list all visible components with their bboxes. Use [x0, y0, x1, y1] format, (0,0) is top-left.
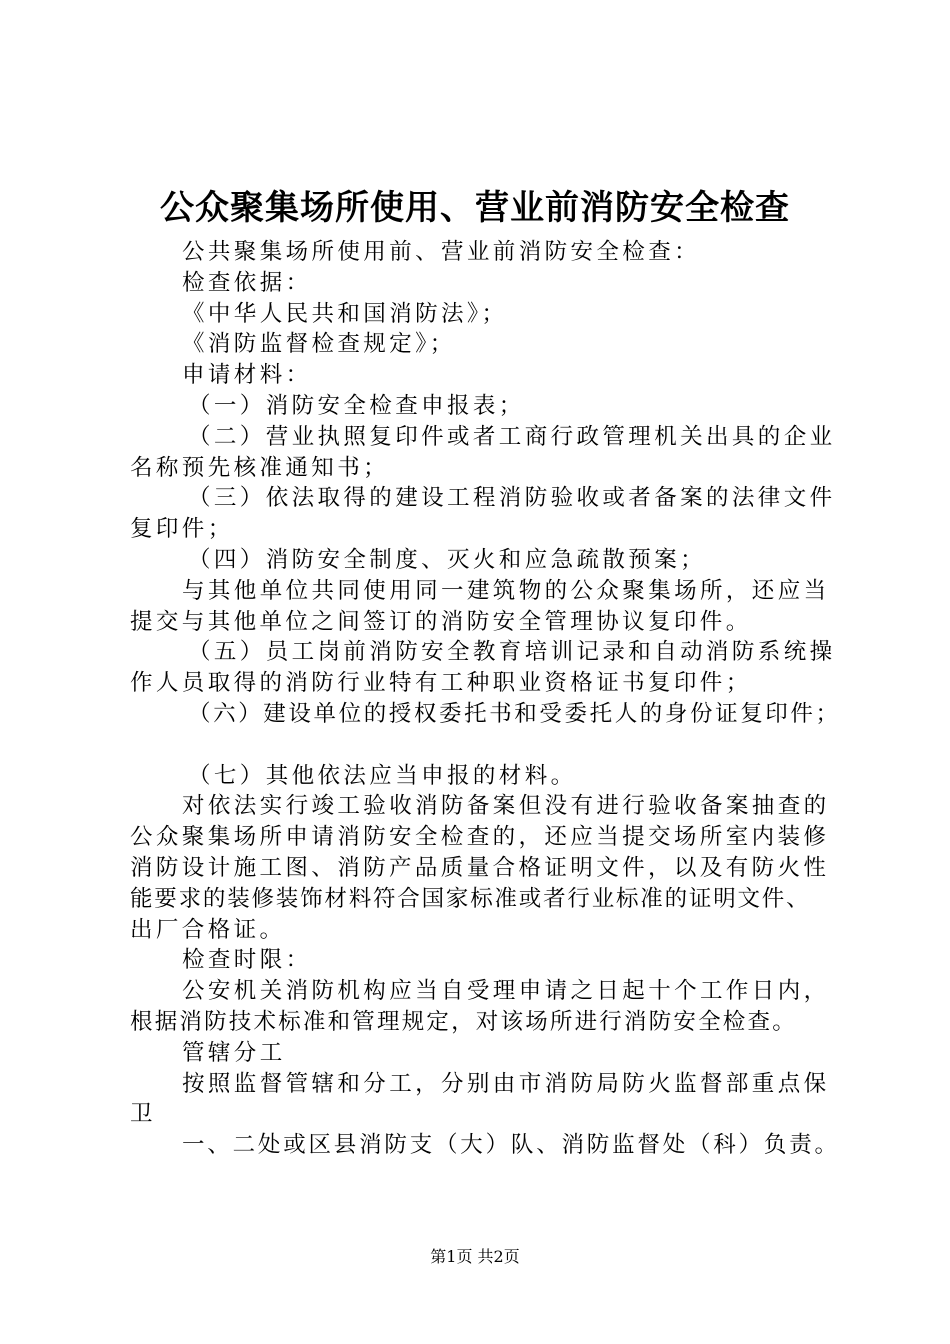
paragraph-line: （一）消防安全检查申报表；: [188, 392, 525, 419]
page-title: 公众聚集场所使用、营业前消防安全检查: [160, 188, 790, 228]
paragraph-line: 对依法实行竣工验收消防备案但没有进行验收备案抽查的: [182, 793, 830, 820]
paragraph-line: 复印件；: [130, 516, 234, 543]
paragraph-line: （四）消防安全制度、灭火和应急疏散预案；: [188, 546, 707, 573]
paragraph-line: 检查时限：: [182, 947, 312, 974]
paragraph-line: 名称预先核准通知书；: [130, 454, 390, 481]
document-body: [130, 237, 850, 1161]
paragraph-line: 申请材料：: [182, 362, 312, 389]
paragraph-line: 公共聚集场所使用前、营业前消防安全检查：: [182, 239, 701, 265]
paragraph-line: 出厂合格证。: [130, 916, 286, 943]
paragraph-line: 卫: [130, 1101, 156, 1128]
paragraph-line: （七）其他依法应当申报的材料。: [188, 762, 577, 789]
paragraph-line: 一、二处或区县消防支（大）队、消防监督处（科）负责。: [182, 1132, 840, 1159]
paragraph-line: 检查依据：: [182, 269, 312, 296]
paragraph-line: 公众聚集场所申请消防安全检查的，还应当提交场所室内装修: [130, 824, 830, 851]
paragraph-line: 管辖分工: [182, 1039, 286, 1066]
paragraph-line: （三）依法取得的建设工程消防验收或者备案的法律文件: [188, 485, 836, 512]
paragraph-line: 作人员取得的消防行业特有工种职业资格证书复印件；: [130, 670, 752, 697]
paragraph-line: （六）建设单位的授权委托书和受委托人的身份证复印件；: [188, 700, 841, 727]
paragraph-line: 按照监督管辖和分工，分别由市消防局防火监督部重点保: [182, 1070, 830, 1097]
paragraph-line: 《消防监督检查规定》；: [182, 331, 456, 358]
paragraph-line: 提交与其他单位之间签订的消防安全管理协议复印件。: [130, 608, 752, 635]
page-footer: 第1页 共2页: [430, 1247, 520, 1266]
paragraph-line: 《中华人民共和国消防法》；: [182, 300, 508, 327]
paragraph-line: 能要求的装修装饰材料符合国家标准或者行业标准的证明文件、: [130, 885, 811, 912]
paragraph-line: 公安机关消防机构应当自受理申请之日起十个工作日内，: [182, 978, 830, 1005]
paragraph-line: 与其他单位共同使用同一建筑物的公众聚集场所，还应当: [182, 577, 830, 604]
paragraph-line: 根据消防技术标准和管理规定，对该场所进行消防安全检查。: [130, 1008, 797, 1035]
paragraph-line: （五）员工岗前消防安全教育培训记录和自动消防系统操: [188, 639, 836, 666]
paragraph-line: 消防设计施工图、消防产品质量合格证明文件，以及有防火性: [130, 854, 830, 881]
paragraph-line: （二）营业执照复印件或者工商行政管理机关出具的企业: [188, 423, 836, 450]
